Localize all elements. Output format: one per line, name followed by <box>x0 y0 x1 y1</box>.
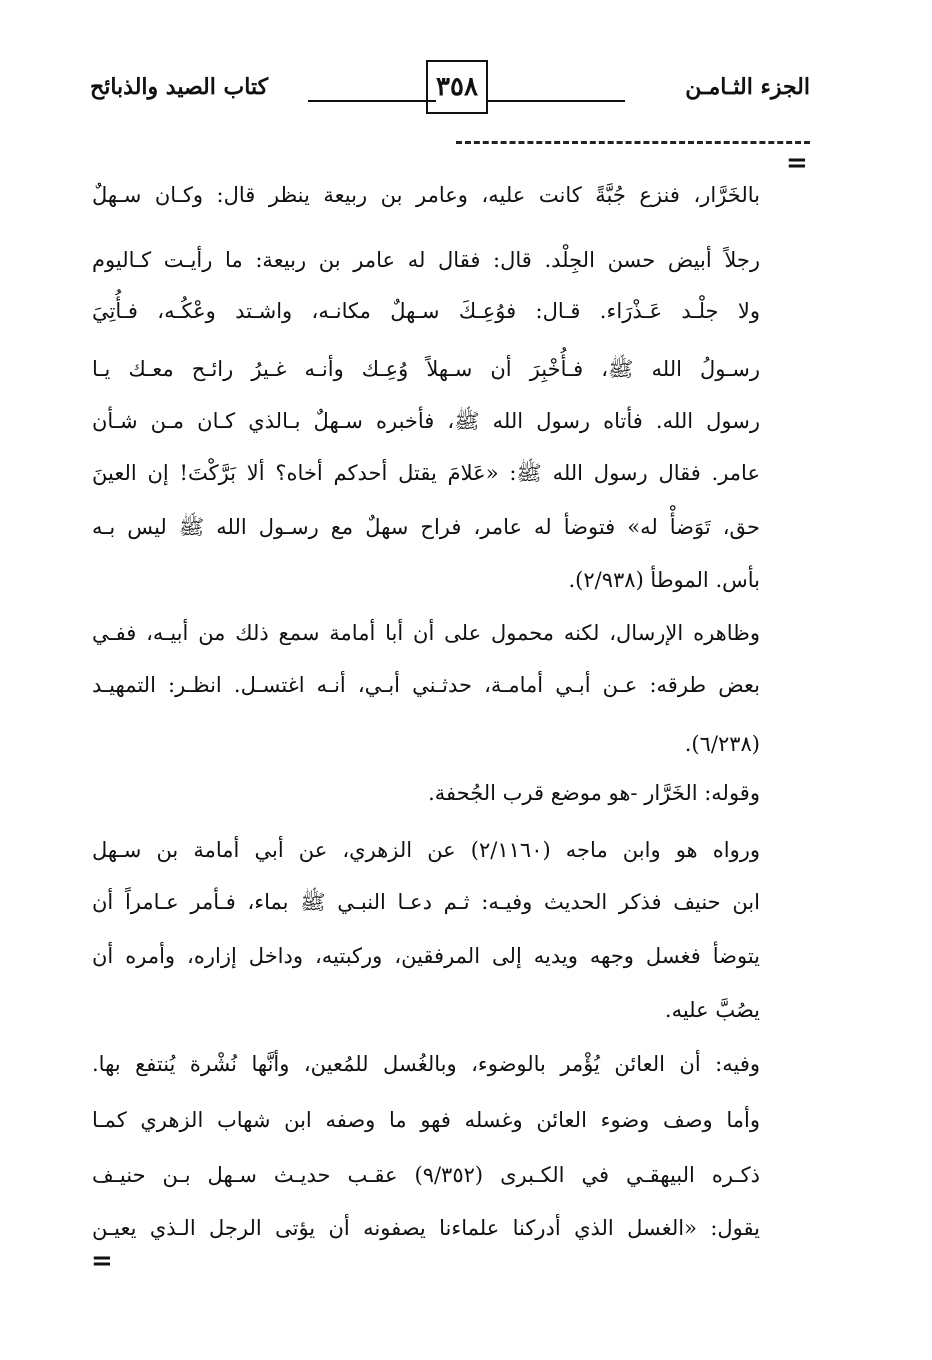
continuation-mark-bottom: = <box>91 1246 113 1276</box>
text-line: بأس. الموطأ (٢/٩٣٨). <box>568 568 760 592</box>
text-line: ولا جلْـد عَـذْرَاء. قـال: فوُعِـكَ سـهلٌ مكانـه، واشـتد وعْكُـه، فـأُتِيَ <box>92 299 760 323</box>
running-header <box>90 60 810 122</box>
text-line: ابن حنيف فذكر الحديث وفيـه: ثـم دعـا النبـي ﷺ بماء، فـأمر عـامراً أن <box>92 890 760 914</box>
continuation-mark-top: = <box>786 148 808 178</box>
text-line: يقول: «الغسل الذي أدركنا علماءنا يصفونه أن يؤتى الرجل الـذي يعيـن <box>92 1216 760 1240</box>
part-label: الجزء الثـامـن <box>685 74 810 100</box>
text-line: يصُبَّ عليه. <box>664 998 760 1022</box>
header-rule-right <box>488 100 625 102</box>
text-line: (٦/٢٣٨). <box>684 732 760 756</box>
header-rule-left <box>308 100 436 102</box>
page-number: ٣٥٨ <box>426 60 488 114</box>
text-line: ورواه هو وابن ماجه (٢/١١٦٠) عن الزهري، عن أبي أمامة بن سـهل <box>92 838 760 862</box>
text-line: وأما وصف وضوء العائن وغسله فهو ما وصفه ابن شهاب الزهري كمـا <box>92 1108 760 1132</box>
text-line: يتوضأ فغسل وجهه ويديه إلى المرفقين، وركبتيه، وداخل إزاره، وأمره أن <box>92 944 760 968</box>
text-line: وقوله: الخَرَّار -هو موضع قرب الجُحفة. <box>428 781 760 805</box>
text-line: وفيه: أن العائن يُؤْمر بالوضوء، وبالغُسل للمُعين، وأنَّها نُشْرة يُنتفع بها. <box>92 1052 760 1076</box>
text-line: ذكـره البيهقـي في الكـبرى (٩/٣٥٢) عقـب حديـث سـهل بـن حنيـف <box>92 1163 760 1187</box>
text-line: رسول الله. فأتاه رسول الله ﷺ، فأخبره سـهلٌ بـالذي كـان مـن شـأن <box>92 409 760 433</box>
text-line: حق، تَوَضأْ له» فتوضأ له عامر، فراح سهلٌ مع رسـول الله ﷺ ليس بـه <box>92 515 760 539</box>
text-line: رسـولُ الله ﷺ، فـأُخْبِرَ أن سـهلاً وُعِـك وأنـه غـيرُ رائـح معـك يـا <box>92 357 760 381</box>
text-line: وظاهره الإرسال، لكنه محمول على أن أبا أمامة سمع ذلك من أبيـه، ففـي <box>92 621 760 645</box>
text-line: بعض طرقه: عـن أبـي أمامـة، حدثـني أبـي، أنـه اغتسـل. انظـر: التمهيـد <box>92 673 760 697</box>
book-title: كتاب الصيد والذبائح <box>90 74 269 100</box>
text-line: رجلاً أبيض حسن الجِلْد. قال: فقال له عامر بن ربيعة: ما رأيـت كـاليوم <box>92 248 760 272</box>
text-line: عامر. فقال رسول الله ﷺ: «عَلامَ يقتل أحدكم أخاه؟ ألا بَرَّكْتَ! إن العينَ <box>92 461 760 485</box>
footnote-separator <box>456 141 810 144</box>
text-line: بالخَرَّار، فنزع جُبَّةً كانت عليه، وعامر بن ربيعة ينظر قال: وكـان سـهلٌ <box>92 183 760 207</box>
